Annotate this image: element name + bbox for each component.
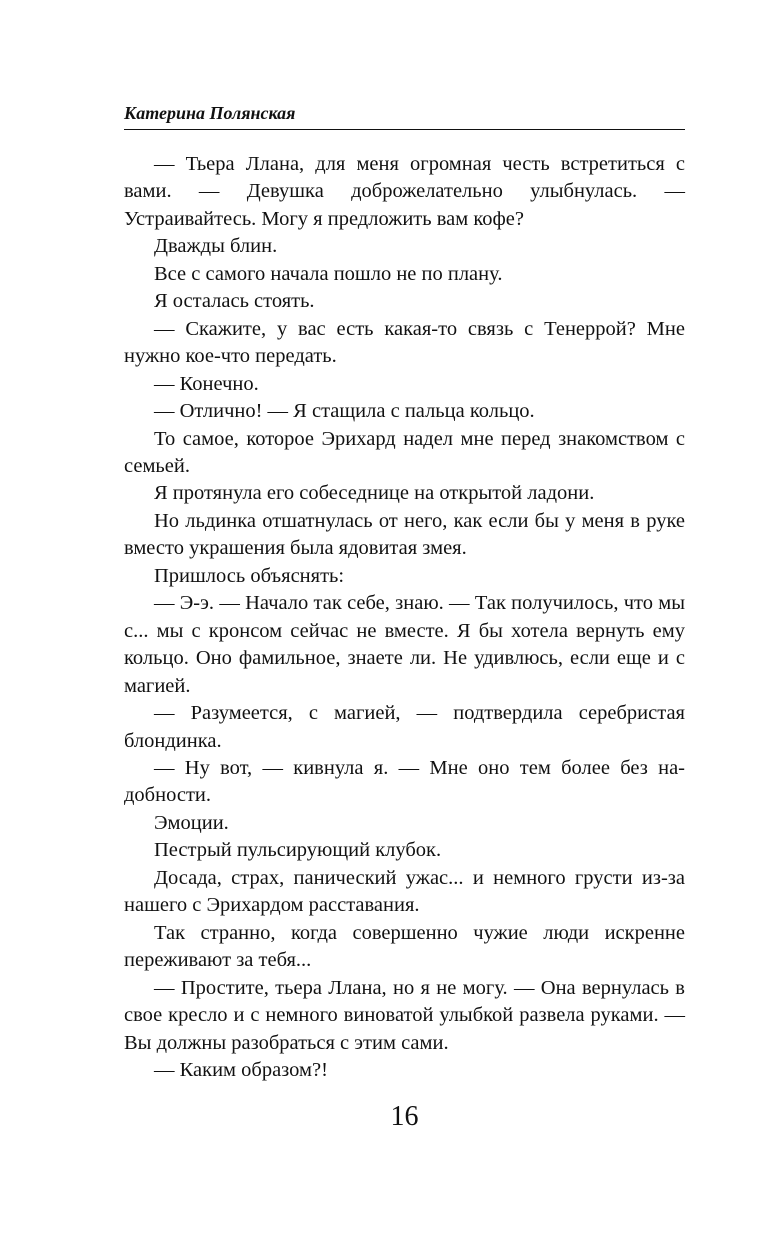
paragraph: — Отлично! — Я стащила с пальца кольцо.: [154, 400, 535, 423]
paragraph: Досада, страх, панический ужас... и немного грусти из-за нашего с Эрихардом расставания.: [124, 866, 685, 917]
paragraph: Я протянула его собеседнице на открытой ладони.: [154, 482, 595, 505]
paragraph: Все с самого начала пошло не по плану.: [154, 262, 503, 285]
paragraph: — Конечно.: [154, 372, 259, 395]
paragraph: — Разумеется, с магией, — подтвердила серебристая блондинка.: [124, 702, 685, 752]
paragraph: Пестрый пульсирующий клубок.: [154, 839, 442, 862]
paragraph: — Ну вот, — кивнула я. — Мне оно тем более без надобности.: [124, 756, 685, 807]
header-rule: [124, 129, 685, 130]
paragraph: — Э-э. — Начало так себе, знаю. — Так получилось, что мы с... мы с кронсом сейчас не вместе. Я бы хотела вернуть ему кольцо. Оно фамильное, знаете ли. Не удивлюсь, если еще и с магией.: [124, 592, 685, 697]
paragraph: — Каким образом?!: [154, 1058, 328, 1081]
paragraph: То самое, которое Эрихард надел мне перед знакомством с семьей.: [124, 427, 685, 477]
paragraph: — Тьера Ллана, для меня огромная честь встретиться с вами. — Девушка доброжелательно улыбнулась. — Устраивайтесь. Могу я предложить вам кофе?: [124, 153, 685, 230]
page-number: 16: [390, 1101, 419, 1132]
running-head-author: Катерина Полянская: [124, 103, 296, 123]
paragraph: — Скажите, у вас есть какая-то связь с Тенеррой? Мне нужно кое-что передать.: [124, 317, 685, 368]
paragraph: — Простите, тьера Ллана, но я не могу. — Она вернулась в свое кресло и с немного виноватой улыбкой развела руками. — Вы должны разобраться с этим сами.: [124, 976, 685, 1054]
paragraph: Пришлось объяснять:: [154, 564, 345, 587]
paragraph: Эмоции.: [154, 811, 229, 834]
page-body-text: [124, 151, 685, 1084]
paragraph: Я осталась стоять.: [154, 290, 315, 313]
paragraph: Но льдинка отшатнулась от него, как если бы у меня в руке вместо украшения была ядовитая змея.: [124, 509, 685, 560]
paragraph: Так странно, когда совершенно чужие люди искренне переживают за тебя...: [124, 921, 685, 972]
paragraph: Дважды блин.: [154, 235, 278, 258]
